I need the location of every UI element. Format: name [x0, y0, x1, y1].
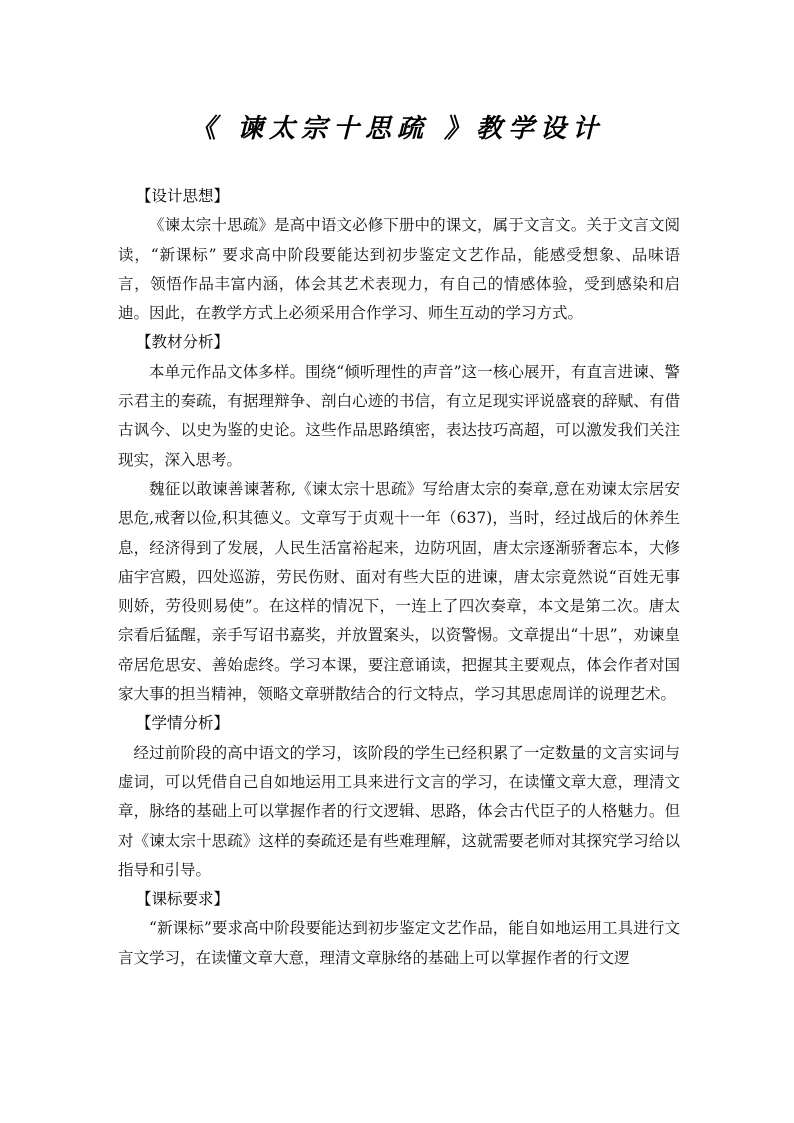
paragraph: 魏征以敢谏善谏著称,《谏太宗十思疏》写给唐太宗的奏章,意在劝谏太宗居安思危,戒奢以俭,积其德义。文章写于贞观十一年（637)，当时，经过战后的休养生息，经济得到了发展，人民生活富裕起来，边防巩固，唐太宗逐渐骄奢忘本，大修庙宇宫殿，四处巡游，劳民伤财、面对有些大臣的进谏，唐太宗竟然说“百姓无事则娇，劳役则易使”。在这样的情况下，一连上了四次奏章，本文是第二次。唐太宗看后猛醒，亲手写诏书嘉奖，并放置案头，以资警惕。文章提出“十思”，劝谏皇帝居危思安、善始虑终。学习本课，要注意诵读，把握其主要观点，体会作者对国家大事的担当精神，领略文章骈散结合的行文特点，学习其思虑周详的说理艺术。: [118, 479, 680, 704]
section-curriculum-requirements: [118, 885, 680, 973]
section-learner-analysis: [118, 709, 680, 885]
document-body: [118, 182, 680, 973]
document-title: 《 谏太宗十思疏 》教学设计: [189, 114, 605, 145]
paragraph: 《谏太宗十思疏》是高中语文必修下册中的课文，属于文言文。关于文言文阅读，“新课标” 要求高中阶段要能达到初步鉴定文艺作品，能感受想象、品味语言，领悟作品丰富内涵，体会其艺术表现力，有自己的情感体验，受到感染和启迪。因此，在教学方式上必须采用合作学习、师生互动的学习方式。: [118, 216, 680, 323]
paragraph: 本单元作品文体多样。围绕“倾听理性的声音”这一核心展开，有直言进谏、警示君主的奏疏，有据理辩争、剖白心迹的书信，有立足现实评说盛衰的辞赋、有借古讽今、以史为鉴的史论。这些作品思路缜密，表达技巧高超，可以激发我们关注现实，深入思考。: [118, 362, 680, 469]
section-heading: 【教材分析】: [136, 333, 230, 352]
section-textbook-analysis: [118, 328, 680, 709]
section-heading: 【课标要求】: [136, 890, 230, 909]
section-design-idea: [118, 182, 680, 328]
section-heading: 【设计思想】: [136, 187, 230, 205]
paragraph: “新课标”要求高中阶段要能达到初步鉴定文艺作品，能自如地运用工具进行文言文学习，在读懂文章大意，理清文章脉络的基础上可以掌握作者的行文逻: [118, 919, 680, 967]
paragraph: 经过前阶段的高中语文的学习，该阶段的学生已经积累了一定数量的文言实词与虚词，可以凭借自己自如地运用工具来进行文言的学习，在读懂文章大意，理清文章，脉络的基础上可以掌握作者的行文逻辑、思路，体会古代臣子的人格魅力。但对《谏太宗十思疏》这样的奏疏还是有些难理解，这就需要老师对其探究学习给以指导和引导。: [118, 743, 680, 879]
section-heading: 【学情分析】: [136, 714, 230, 733]
